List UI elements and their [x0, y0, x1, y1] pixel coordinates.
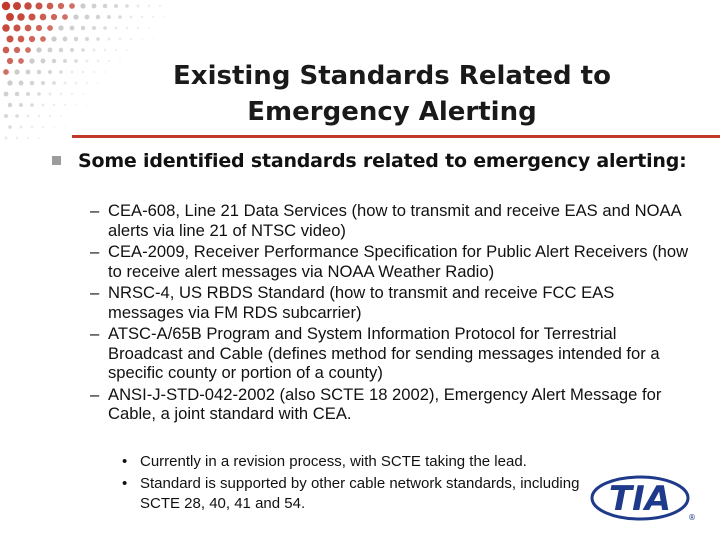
corner-dot [41, 103, 44, 106]
corner-dot [60, 115, 62, 117]
corner-dot [115, 49, 117, 51]
corner-dot [141, 16, 144, 19]
corner-dot [6, 13, 14, 21]
corner-dot [148, 5, 151, 8]
corner-dot [15, 114, 19, 118]
bullet-dot-icon: • [122, 475, 128, 492]
corner-dot [96, 37, 100, 41]
corner-dot [97, 60, 100, 63]
corner-dot [49, 137, 50, 138]
corner-dot [129, 15, 132, 18]
corner-dot [62, 14, 68, 20]
corner-dot [14, 69, 19, 74]
corner-dot [41, 81, 45, 85]
corner-dot [74, 59, 78, 63]
nested-bullet-list [120, 452, 620, 516]
corner-dot [75, 126, 76, 127]
corner-dot [19, 125, 22, 128]
corner-dot [4, 136, 7, 139]
standard-text: NRSC-4, US RBDS Standard (how to transmit and receive FCC EAS messages via FM RDS subcarrier) [108, 283, 615, 322]
corner-dot [93, 93, 94, 94]
corner-dot [31, 126, 34, 129]
corner-dot [29, 36, 35, 42]
standard-text: CEA-2009, Receiver Performance Specification for Public Alert Receivers (how to receive alert messages via NOAA Weather Radio) [108, 242, 689, 281]
corner-dot [4, 114, 8, 118]
corner-dot [47, 3, 54, 10]
title-line-1: Existing Standards Related to [173, 61, 611, 91]
corner-dot [152, 16, 154, 18]
corner-dot [13, 2, 21, 10]
corner-dot [107, 37, 110, 40]
corner-dot [15, 92, 19, 96]
corner-dot [92, 4, 97, 9]
corner-dot [19, 103, 23, 107]
corner-dot [25, 47, 31, 53]
corner-dot [42, 126, 44, 128]
corner-dot [60, 137, 61, 138]
corner-dot [80, 3, 85, 8]
corner-dot [159, 27, 160, 28]
corner-dot [104, 49, 107, 52]
corner-dot [93, 115, 94, 116]
corner-dot [8, 125, 12, 129]
corner-dot [53, 104, 56, 107]
corner-dot [18, 58, 24, 64]
corner-dot [108, 82, 109, 83]
corner-dot [38, 137, 40, 139]
standard-item [90, 201, 690, 240]
corner-dot [126, 27, 129, 30]
corner-dot [19, 81, 24, 86]
corner-dot [148, 49, 149, 50]
corner-dot [27, 137, 29, 139]
corner-dot [30, 81, 34, 85]
corner-dot [59, 70, 63, 74]
main-bullet [52, 150, 692, 172]
nested-text: Currently in a revision process, with SCTE taking the lead. [140, 453, 527, 470]
corner-dot [86, 126, 87, 127]
corner-dot [97, 82, 99, 84]
nested-item [120, 452, 620, 472]
corner-dot [73, 14, 78, 19]
corner-dot [16, 137, 19, 140]
standard-item [90, 283, 690, 322]
title-line-2: Emergency Alerting [247, 97, 537, 127]
dash-marker: – [90, 201, 100, 220]
corner-dot [104, 93, 105, 94]
standard-item [90, 324, 690, 383]
corner-dot [40, 36, 46, 42]
standard-item [90, 385, 690, 424]
corner-dot [159, 49, 160, 50]
logo-trademark: ® [688, 513, 696, 522]
corner-dot [137, 49, 138, 50]
corner-dot [29, 58, 34, 63]
corner-dot [86, 104, 87, 105]
corner-dot [137, 27, 139, 29]
standards-list [90, 201, 690, 426]
corner-dot [48, 48, 53, 53]
corner-dot [58, 25, 63, 30]
corner-dot [70, 70, 73, 73]
corner-dot [25, 25, 32, 32]
corner-dot [75, 104, 77, 106]
corner-dot [7, 58, 13, 64]
corner-dot [13, 24, 20, 31]
corner-dot [40, 14, 47, 21]
corner-dot [97, 104, 98, 105]
corner-dot [74, 37, 78, 41]
corner-dot [52, 59, 56, 63]
corner-dot [148, 27, 150, 29]
bullet-dot-icon: • [122, 453, 128, 470]
standard-text: CEA-608, Line 21 Data Services (how to transmit and receive EAS and NOAA alerts via line 21 of NTSC video) [108, 201, 681, 240]
nested-item [120, 474, 620, 514]
nested-text: Standard is supported by other cable network standards, including SCTE 28, 40, 41 and 54. [140, 475, 580, 512]
dash-marker: – [90, 283, 100, 302]
corner-dot [41, 59, 46, 64]
corner-dot [51, 36, 56, 41]
corner-dot [35, 2, 42, 9]
corner-dot [159, 5, 161, 7]
corner-dot [64, 126, 65, 127]
corner-dot [53, 126, 55, 128]
slide-title [112, 58, 672, 130]
corner-dot [114, 26, 117, 29]
corner-dot [86, 82, 88, 84]
corner-dot [107, 15, 111, 19]
corner-dot [130, 38, 132, 40]
corner-dot [26, 92, 30, 96]
corner-dot [63, 37, 68, 42]
corner-dot [82, 93, 84, 95]
corner-dot [136, 4, 139, 7]
corner-dot [85, 37, 89, 41]
standard-text: ATSC-A/65B Program and System Information Protocol for Terrestrial Broadcast and Cable (defines method for sending messages intended for a specific county or portion of a county) [108, 324, 660, 382]
corner-dot [37, 92, 41, 96]
corner-dot [70, 26, 75, 31]
corner-dot [30, 103, 34, 107]
corner-dot [49, 115, 51, 117]
dash-marker: – [90, 384, 100, 404]
corner-dot [36, 25, 42, 31]
square-bullet-icon [52, 156, 61, 165]
corner-dot [75, 82, 78, 85]
corner-dot [24, 2, 32, 10]
corner-dot [163, 38, 164, 39]
corner-dot [2, 24, 10, 32]
corner-dot [82, 115, 83, 116]
corner-dot [64, 104, 66, 106]
corner-dot [48, 92, 51, 95]
corner-dot [81, 48, 85, 52]
standard-text: ANSI-J-STD-042-2002 (also SCTE 18 2002), Emergency Alert Message for Cable, a joint standard with CEA. [108, 384, 662, 423]
corner-dot [52, 81, 56, 85]
corner-dot [92, 48, 95, 51]
corner-dot [18, 36, 25, 43]
corner-dot [26, 114, 29, 117]
corner-dot [7, 80, 12, 85]
corner-dot [69, 3, 75, 9]
corner-dot [85, 59, 88, 62]
corner-dot [4, 92, 9, 97]
corner-dot [118, 15, 122, 19]
corner-dot [103, 26, 107, 30]
corner-dot [71, 93, 73, 95]
corner-dot [14, 47, 20, 53]
corner-dot [108, 60, 110, 62]
corner-dot [26, 70, 31, 75]
title-divider [72, 135, 720, 138]
corner-dot [152, 38, 153, 39]
corner-dot [28, 13, 35, 20]
corner-dot [47, 25, 53, 31]
corner-dot [93, 71, 95, 73]
corner-dot [38, 115, 41, 118]
corner-dot [3, 69, 9, 75]
corner-dot [70, 48, 74, 52]
corner-dot [37, 70, 41, 74]
corner-dot [82, 71, 85, 74]
tia-logo [588, 470, 698, 526]
corner-dot [125, 4, 129, 8]
corner-dot [63, 59, 67, 63]
corner-dot [36, 47, 41, 52]
corner-dot [60, 93, 63, 96]
corner-dot [163, 16, 165, 18]
dash-marker: – [90, 324, 100, 343]
corner-dot [59, 48, 63, 52]
corner-dot [58, 3, 64, 9]
main-bullet-text: Some identified standards related to emergency alerting: [78, 150, 687, 172]
corner-dot [141, 38, 143, 40]
corner-dot [108, 104, 109, 105]
corner-dot [48, 70, 52, 74]
standard-item [90, 242, 690, 281]
corner-dot [119, 38, 122, 41]
corner-dot [8, 103, 12, 107]
corner-dot [6, 35, 13, 42]
dash-marker: – [90, 242, 100, 261]
corner-dot [104, 71, 106, 73]
corner-dot [3, 47, 10, 54]
corner-dot [96, 15, 100, 19]
corner-dot [63, 81, 66, 84]
corner-dot [17, 13, 25, 21]
corner-dot [126, 49, 128, 51]
corner-dot [114, 4, 118, 8]
corner-dot [51, 14, 57, 20]
corner-dot [81, 26, 85, 30]
logo-text: TIA [608, 479, 672, 519]
corner-dot [2, 2, 10, 10]
corner-dot [85, 15, 90, 20]
corner-dot [71, 115, 72, 116]
corner-dot [103, 4, 107, 8]
corner-dot [92, 26, 96, 30]
